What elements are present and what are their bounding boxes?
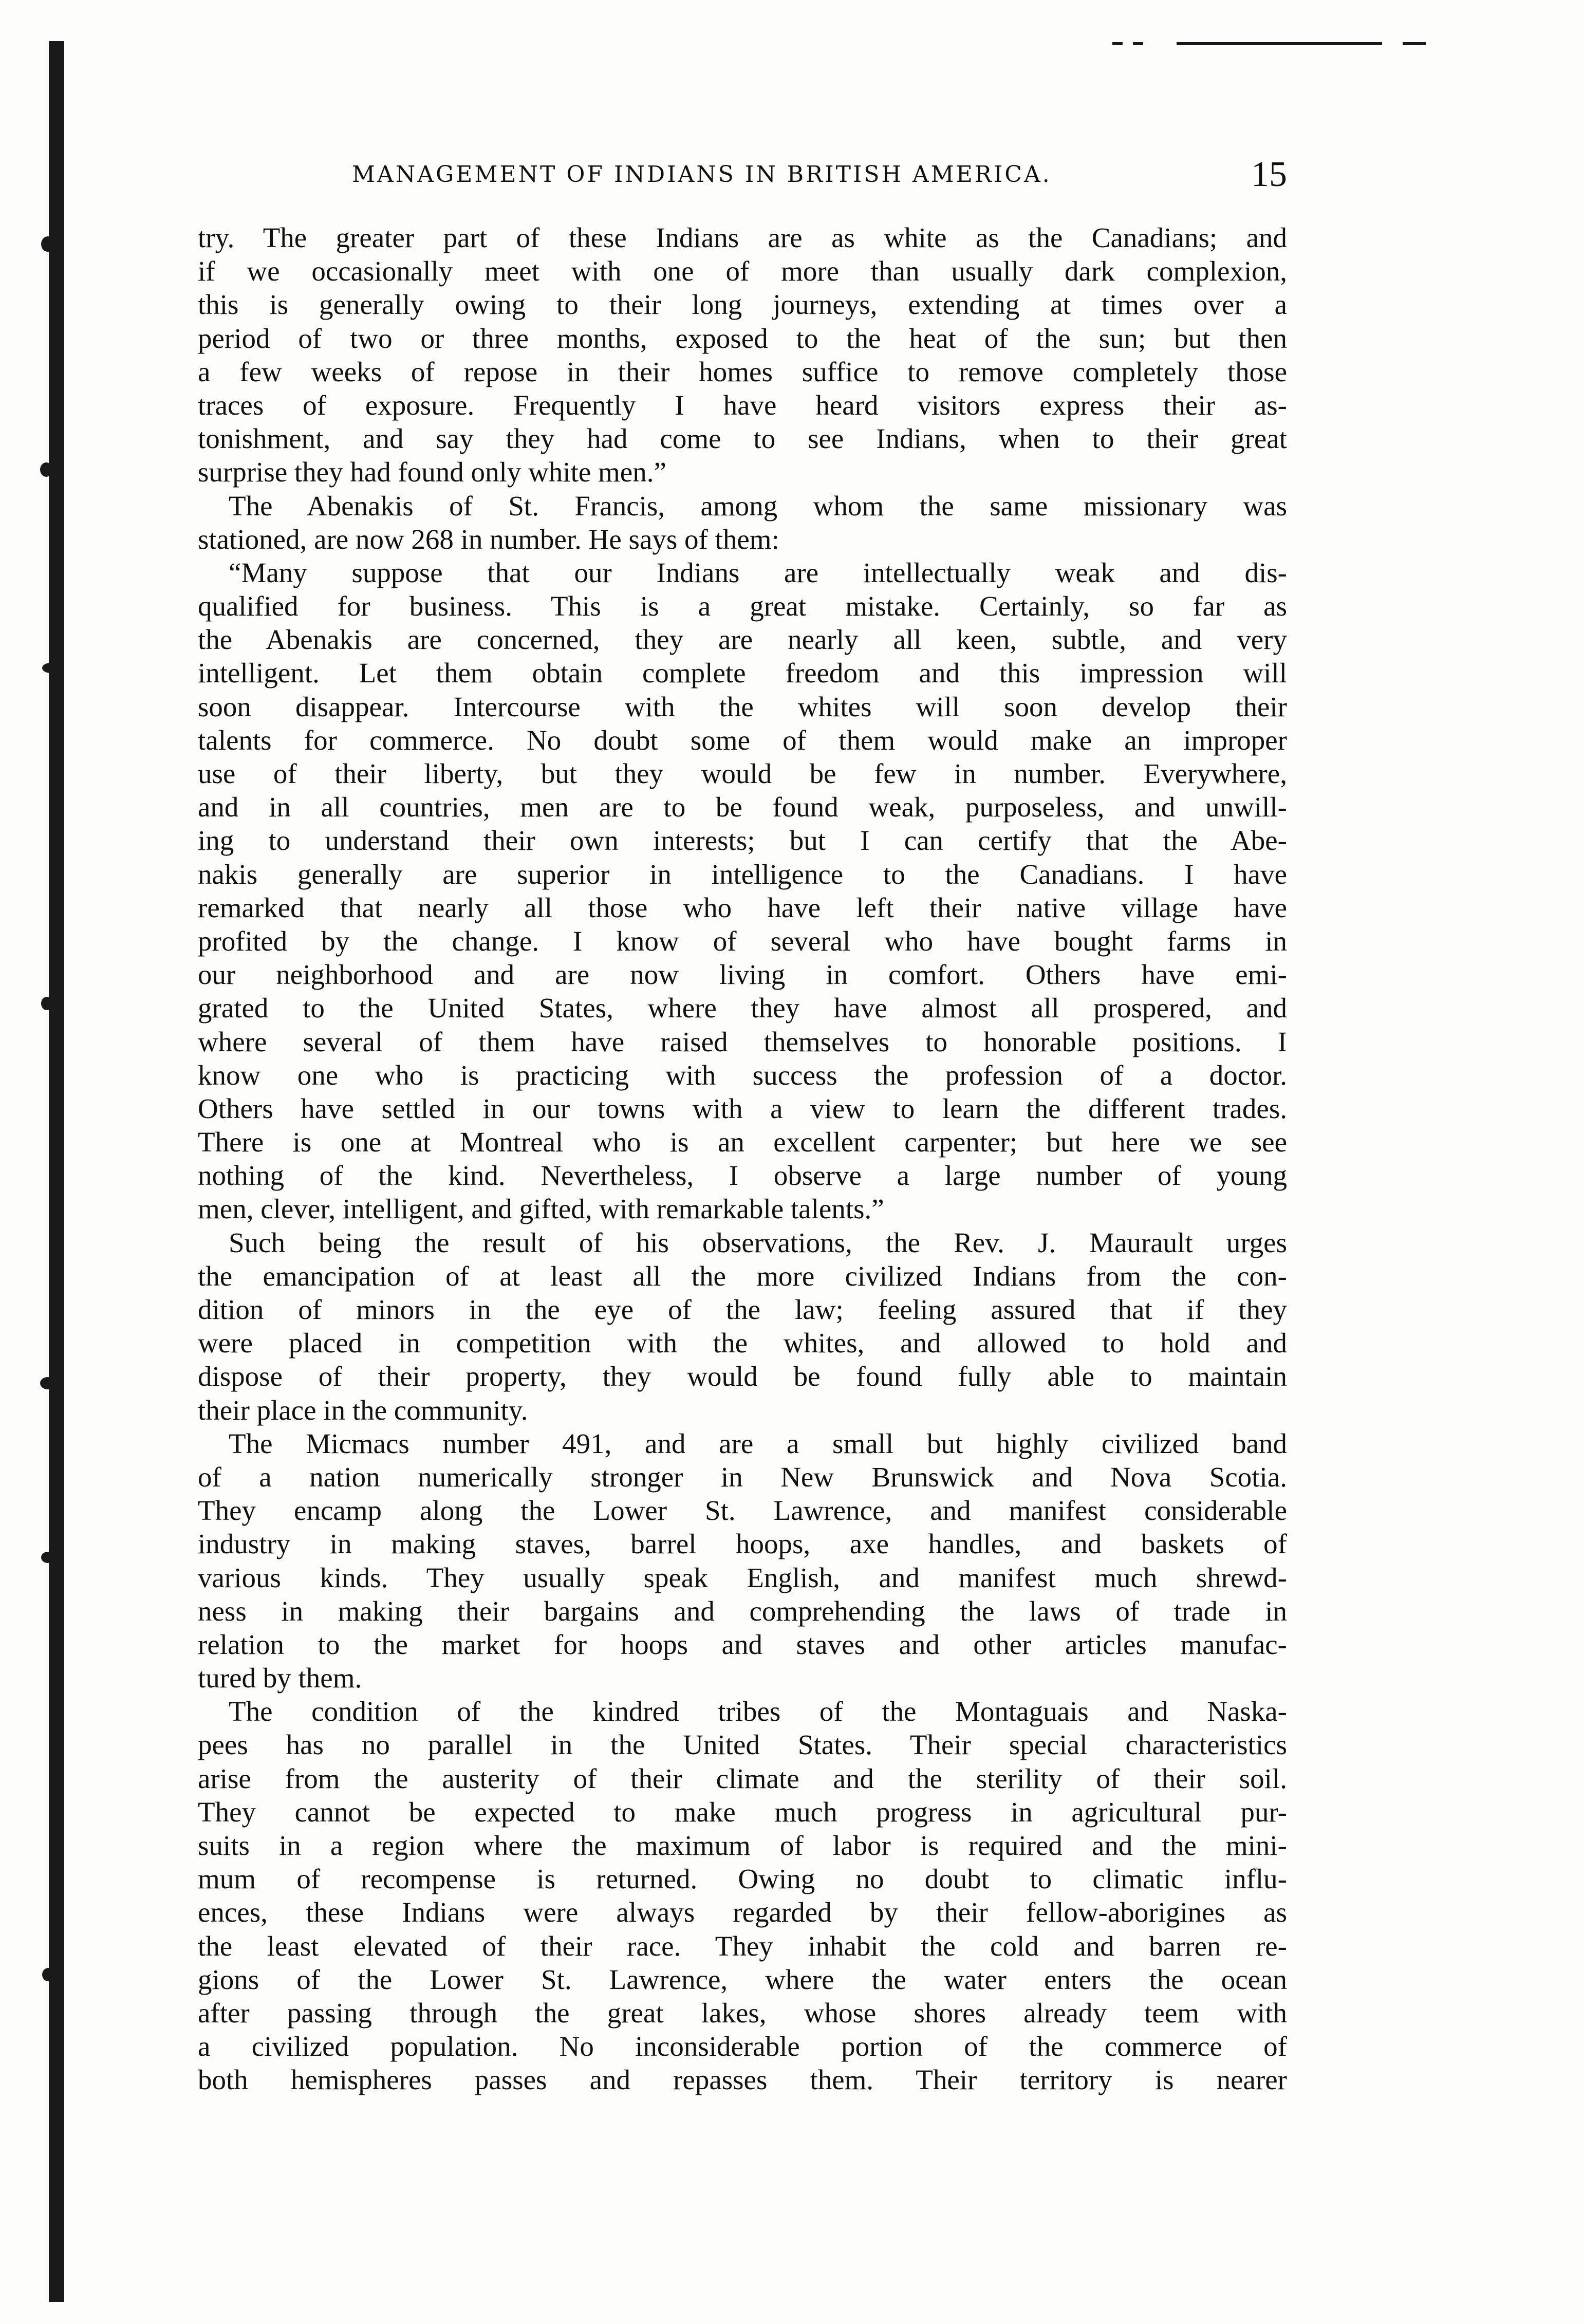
text-line: their place in the community.	[198, 1394, 528, 1426]
page-binding-edge	[49, 41, 64, 2302]
text-line: The condition of the kindred tribes of the Montaguais and Naska-	[229, 1696, 1287, 1727]
page-number: 15	[1251, 155, 1287, 194]
text-line: the Abenakis are concerned, they are nearly all keen, subtle, and very	[198, 624, 1287, 656]
text-line: men, clever, intelligent, and gifted, with remarkable talents.”	[198, 1193, 884, 1225]
text-line: dition of minors in the eye of the law; feeling assured that if they	[198, 1294, 1287, 1325]
text-line: the least elevated of their race. They inhabit the cold and barren re-	[198, 1930, 1287, 1962]
text-line: use of their liberty, but they would be few in number. Everywhere,	[198, 758, 1287, 789]
text-line: various kinds. They usually speak English, and manifest much shrewd-	[198, 1561, 1287, 1593]
page-header	[198, 154, 1287, 200]
text-line: They encamp along the Lower St. Lawrence, and manifest considerable	[198, 1495, 1287, 1527]
text-line: soon disappear. Intercourse with the whites will soon develop their	[198, 691, 1287, 722]
text-line: Such being the result of his observations, the Rev. J. Maurault urges	[229, 1226, 1287, 1258]
text-line: remarked that nearly all those who have left their native village have	[198, 891, 1287, 923]
running-head: MANAGEMENT OF INDIANS IN BRITISH AMERICA.	[352, 161, 1052, 188]
binding-speck	[40, 462, 52, 477]
text-line: this is generally owing to their long journeys, extending at times over a	[198, 289, 1287, 321]
body-text	[198, 221, 1287, 2097]
text-line: and in all countries, men are to be found weak, purposeless, and unwill-	[198, 791, 1287, 823]
text-line: if we occasionally meet with one of more than usually dark complexion,	[198, 255, 1287, 287]
text-line: industry in making staves, barrel hoops, axe handles, and baskets of	[198, 1528, 1287, 1560]
text-line: ness in making their bargains and comprehending the laws of trade in	[198, 1595, 1287, 1627]
text-line: talents for commerce. No doubt some of them would make an improper	[198, 724, 1287, 756]
text-line: try. The greater part of these Indians are as white as the Canadians; and	[198, 222, 1287, 253]
binding-speck	[42, 1968, 54, 1981]
binding-speck	[42, 663, 60, 673]
text-line: gions of the Lower St. Lawrence, where the water enters the ocean	[198, 1963, 1287, 1995]
binding-speck	[41, 1552, 54, 1563]
top-rule	[1403, 42, 1426, 45]
top-rule	[1177, 42, 1382, 45]
text-line: intelligent. Let them obtain complete freedom and this impression will	[198, 657, 1287, 689]
text-line: were placed in competition with the whites, and allowed to hold and	[198, 1327, 1287, 1359]
binding-speck	[40, 1377, 55, 1389]
text-line: profited by the change. I know of several who have bought farms in	[198, 925, 1287, 957]
text-line: both hemispheres passes and repasses them. Their territory is nearer	[198, 2064, 1287, 2096]
text-line: stationed, are now 268 in number. He says of them:	[198, 523, 779, 555]
text-line: after passing through the great lakes, whose shores already teem with	[198, 1997, 1287, 2029]
text-line: The Micmacs number 491, and are a small but highly civilized band	[229, 1427, 1287, 1459]
binding-speck	[41, 236, 54, 252]
binding-speck	[41, 997, 52, 1010]
top-rule	[1133, 42, 1143, 45]
text-line: know one who is practicing with success the profession of a doctor.	[198, 1059, 1287, 1091]
text-line: where several of them have raised themselves to honorable positions. I	[198, 1026, 1287, 1057]
top-rule	[1112, 42, 1123, 45]
text-line: a few weeks of repose in their homes suffice to remove completely those	[198, 356, 1287, 387]
text-line: period of two or three months, exposed to the heat of the sun; but then	[198, 322, 1287, 354]
text-line: relation to the market for hoops and staves and other articles manufac-	[198, 1628, 1287, 1660]
text-line: Others have settled in our towns with a view to learn the different trades.	[198, 1092, 1287, 1124]
text-line: “Many suppose that our Indians are intellectually weak and dis-	[229, 556, 1287, 588]
text-line: traces of exposure. Frequently I have heard visitors express their as-	[198, 389, 1287, 421]
text-line: the emancipation of at least all the more civilized Indians from the con-	[198, 1260, 1287, 1292]
text-line: a civilized population. No inconsiderable portion of the commerce of	[198, 2031, 1287, 2062]
text-line: of a nation numerically stronger in New Brunswick and Nova Scotia.	[198, 1461, 1287, 1493]
text-line: There is one at Montreal who is an excellent carpenter; but here we see	[198, 1126, 1287, 1158]
text-line: qualified for business. This is a great mistake. Certainly, so far as	[198, 590, 1287, 622]
text-line: mum of recompense is returned. Owing no doubt to climatic influ-	[198, 1863, 1287, 1895]
text-line: grated to the United States, where they have almost all prospered, and	[198, 992, 1287, 1024]
text-line: suits in a region where the maximum of labor is required and the mini-	[198, 1830, 1287, 1861]
text-line: pees has no parallel in the United States. Their special characteristics	[198, 1729, 1287, 1761]
text-line: our neighborhood and are now living in comfort. Others have emi-	[198, 959, 1287, 991]
text-line: tonishment, and say they had come to see Indians, when to their great	[198, 423, 1287, 455]
text-line: tured by them.	[198, 1662, 362, 1694]
text-line: nakis generally are superior in intelligence to the Canadians. I have	[198, 858, 1287, 890]
text-line: dispose of their property, they would be found fully able to maintain	[198, 1361, 1287, 1392]
text-line: The Abenakis of St. Francis, among whom the same missionary was	[229, 490, 1287, 522]
text-line: arise from the austerity of their climate and the sterility of their soil.	[198, 1762, 1287, 1794]
text-line: surprise they had found only white men.”	[198, 456, 666, 488]
text-line: They cannot be expected to make much progress in agricultural pur-	[198, 1796, 1287, 1828]
text-line: ing to understand their own interests; but I can certify that the Abe-	[198, 825, 1287, 857]
text-line: ences, these Indians were always regarded by their fellow-aborigines as	[198, 1897, 1287, 1928]
text-line: nothing of the kind. Nevertheless, I observe a large number of young	[198, 1160, 1287, 1192]
